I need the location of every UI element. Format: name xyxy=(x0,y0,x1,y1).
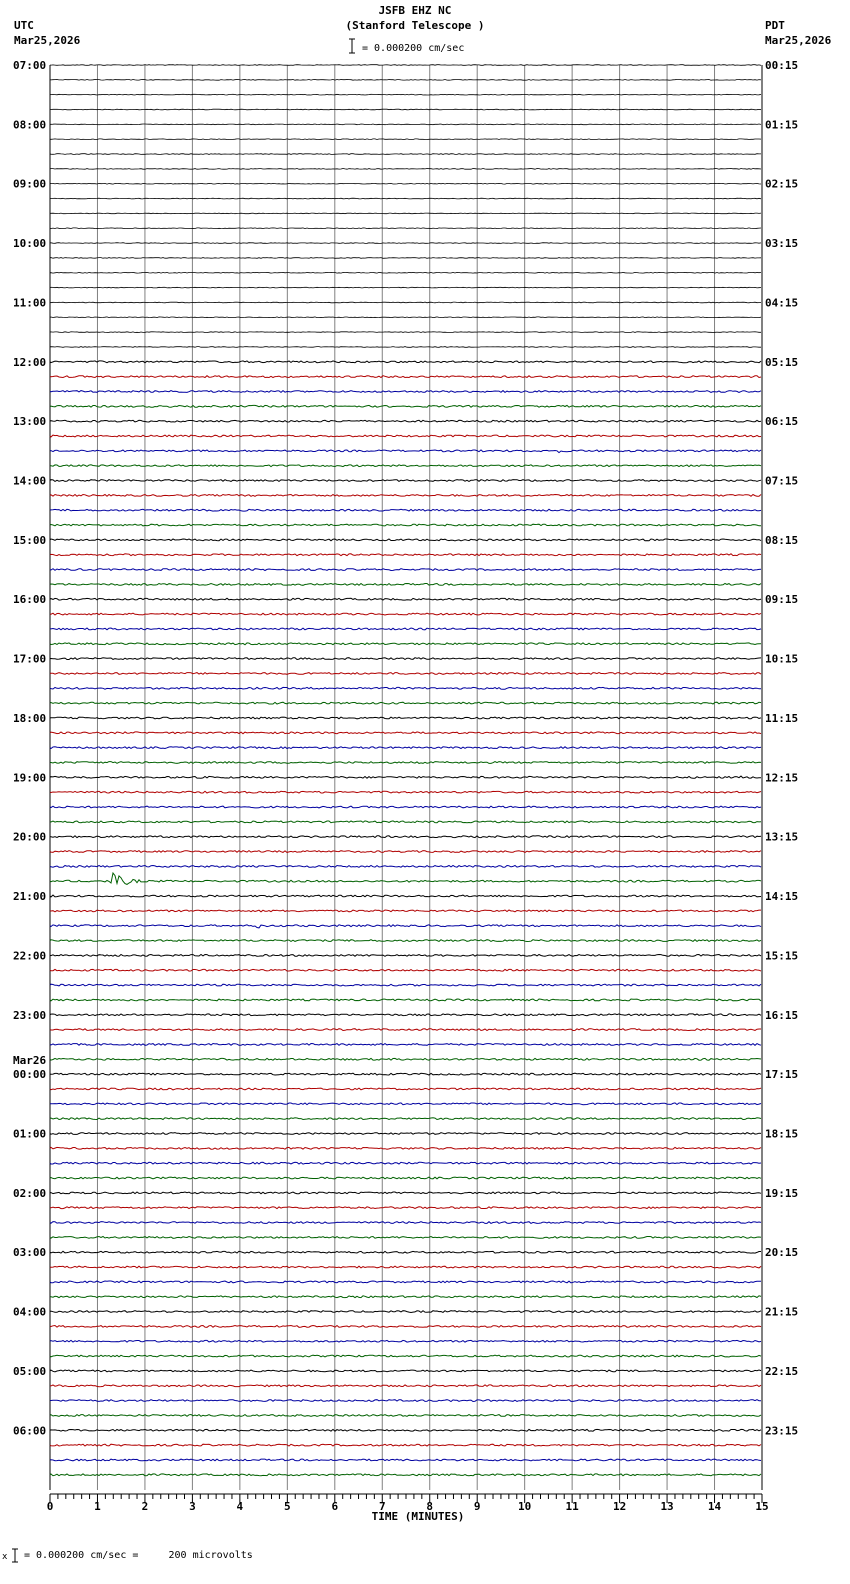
trace-line-75 xyxy=(50,1177,761,1179)
trace-line-9 xyxy=(50,198,761,199)
x-tick-label-0: 0 xyxy=(46,1500,54,1513)
trace-line-87 xyxy=(50,1355,761,1357)
trace-line-46 xyxy=(50,747,761,749)
right-hour-label-8: 08:15 xyxy=(765,533,799,547)
left-date: Mar25,2026 xyxy=(14,34,81,47)
right-hour-label-4: 04:15 xyxy=(765,296,799,310)
trace-line-30 xyxy=(50,509,761,511)
trace-line-55 xyxy=(50,873,761,884)
right-hour-label-3: 03:15 xyxy=(765,237,799,251)
trace-line-61 xyxy=(50,969,761,971)
left-hour-label-4: 11:00 xyxy=(13,296,47,310)
traces xyxy=(50,65,761,1476)
x-tick-label-13: 13 xyxy=(660,1500,674,1513)
x-tick-label-12: 12 xyxy=(612,1500,627,1513)
right-hour-label-21: 21:15 xyxy=(765,1305,799,1319)
left-hour-label-0: 07:00 xyxy=(13,59,47,72)
right-hour-label-2: 02:15 xyxy=(765,177,799,191)
trace-line-19 xyxy=(50,347,761,348)
x-tick-label-10: 10 xyxy=(518,1500,532,1513)
left-hour-label-11: 18:00 xyxy=(13,711,47,725)
right-hour-label-20: 20:15 xyxy=(765,1246,799,1260)
left-hour-label-22: 05:00 xyxy=(13,1364,47,1378)
right-date: Mar25,2026 xyxy=(765,34,832,47)
trace-line-69 xyxy=(50,1088,761,1090)
x-tick-label-1: 1 xyxy=(94,1500,101,1513)
trace-line-21 xyxy=(50,376,761,378)
x-tick-label-14: 14 xyxy=(707,1500,722,1513)
trace-line-4 xyxy=(50,124,761,125)
trace-line-81 xyxy=(50,1266,761,1268)
trace-line-18 xyxy=(50,332,761,333)
trace-line-89 xyxy=(50,1385,761,1387)
trace-line-16 xyxy=(50,302,761,303)
trace-line-78 xyxy=(50,1222,761,1224)
trace-line-95 xyxy=(50,1474,761,1476)
right-hour-label-7: 07:15 xyxy=(765,474,799,488)
trace-line-80 xyxy=(50,1251,761,1253)
trace-line-85 xyxy=(50,1326,761,1328)
trace-line-91 xyxy=(50,1415,761,1417)
trace-line-77 xyxy=(50,1207,761,1209)
trace-line-56 xyxy=(50,895,761,897)
left-hour-label-20: 03:00 xyxy=(13,1246,47,1260)
trace-line-84 xyxy=(50,1311,761,1313)
footer-scale-label: = 0.000200 cm/sec = 200 microvolts xyxy=(24,1550,253,1561)
trace-line-17 xyxy=(50,317,761,318)
footer-scale-prefix: x xyxy=(2,1552,8,1562)
right-hour-label-12: 12:15 xyxy=(765,771,799,785)
right-hour-label-18: 18:15 xyxy=(765,1127,799,1141)
trace-line-52 xyxy=(50,836,761,838)
trace-line-45 xyxy=(50,732,761,734)
trace-line-12 xyxy=(50,243,761,244)
trace-line-47 xyxy=(50,762,761,764)
left-hour-label-21: 04:00 xyxy=(13,1305,47,1319)
trace-line-2 xyxy=(50,94,761,95)
trace-line-72 xyxy=(50,1133,761,1135)
trace-line-8 xyxy=(50,183,761,184)
trace-line-28 xyxy=(50,480,761,482)
left-hour-label-9: 16:00 xyxy=(13,593,47,607)
trace-line-20 xyxy=(50,361,761,363)
left-hour-label-19: 02:00 xyxy=(13,1186,47,1200)
left-hour-labels xyxy=(13,59,46,1437)
station-title: JSFB EHZ NC xyxy=(378,4,452,17)
left-hour-label-8: 15:00 xyxy=(13,533,47,547)
trace-line-10 xyxy=(50,213,761,214)
left-hour-label-17: 00:00 xyxy=(13,1068,47,1082)
right-hour-label-10: 10:15 xyxy=(765,652,799,666)
trace-line-29 xyxy=(50,495,761,497)
trace-line-38 xyxy=(50,628,761,630)
trace-line-22 xyxy=(50,391,761,393)
trace-line-50 xyxy=(50,806,761,808)
trace-line-73 xyxy=(50,1147,761,1149)
right-hour-label-17: 17:15 xyxy=(765,1068,799,1082)
right-hour-label-1: 01:15 xyxy=(765,118,799,132)
trace-line-58 xyxy=(50,925,761,928)
left-hour-label-10: 17:00 xyxy=(13,652,47,666)
right-hour-label-15: 15:15 xyxy=(765,949,799,963)
right-hour-label-19: 19:15 xyxy=(765,1186,799,1200)
trace-line-15 xyxy=(50,287,761,288)
right-hour-label-13: 13:15 xyxy=(765,830,799,844)
left-hour-label-15: 22:00 xyxy=(13,949,47,963)
trace-line-92 xyxy=(50,1429,761,1431)
trace-line-67 xyxy=(50,1058,761,1060)
trace-line-49 xyxy=(50,791,761,793)
left-hour-label-12: 19:00 xyxy=(13,771,47,785)
x-tick-label-11: 11 xyxy=(565,1500,579,1513)
trace-line-93 xyxy=(50,1444,761,1446)
left-timezone: UTC xyxy=(14,19,34,32)
trace-line-68 xyxy=(50,1073,761,1075)
trace-line-23 xyxy=(50,405,761,407)
trace-line-53 xyxy=(50,851,761,853)
left-hour-label-2: 09:00 xyxy=(13,177,47,191)
right-hour-label-11: 11:15 xyxy=(765,711,799,725)
right-hour-label-22: 22:15 xyxy=(765,1364,799,1378)
left-hour-label-5: 12:00 xyxy=(13,355,47,369)
trace-line-31 xyxy=(50,524,761,526)
trace-line-59 xyxy=(50,940,761,942)
left-date-label: Mar26 xyxy=(13,1054,47,1068)
trace-line-63 xyxy=(50,999,761,1001)
right-hour-label-5: 05:15 xyxy=(765,355,799,369)
left-hour-label-3: 10:00 xyxy=(13,237,47,251)
scale-label: = 0.000200 cm/sec xyxy=(362,43,465,54)
trace-line-1 xyxy=(50,80,761,81)
x-tick-label-9: 9 xyxy=(473,1500,481,1513)
scale-bar-icon xyxy=(349,39,355,53)
trace-line-24 xyxy=(50,420,761,422)
trace-line-76 xyxy=(50,1192,761,1194)
x-tick-label-5: 5 xyxy=(284,1500,291,1513)
x-tick-label-6: 6 xyxy=(331,1500,339,1513)
x-tick-label-7: 7 xyxy=(378,1500,386,1513)
right-hour-label-23: 23:15 xyxy=(765,1424,799,1438)
trace-line-39 xyxy=(50,643,761,645)
left-hour-label-7: 14:00 xyxy=(13,474,47,488)
right-hour-label-14: 14:15 xyxy=(765,890,799,904)
trace-line-43 xyxy=(50,702,761,704)
trace-line-27 xyxy=(50,465,761,467)
trace-line-57 xyxy=(50,910,761,912)
trace-line-94 xyxy=(50,1459,761,1461)
left-hour-label-1: 08:00 xyxy=(13,118,47,132)
x-tick-label-8: 8 xyxy=(426,1500,434,1513)
right-hour-label-16: 16:15 xyxy=(765,1008,799,1022)
x-tick-label-15: 15 xyxy=(755,1500,769,1513)
trace-line-83 xyxy=(50,1296,761,1298)
trace-line-26 xyxy=(50,450,761,453)
trace-line-35 xyxy=(50,584,761,586)
trace-line-33 xyxy=(50,554,761,556)
trace-line-5 xyxy=(50,139,761,140)
trace-line-70 xyxy=(50,1103,761,1105)
trace-line-86 xyxy=(50,1340,761,1342)
x-tick-label-2: 2 xyxy=(141,1500,149,1513)
trace-line-6 xyxy=(50,154,761,155)
trace-line-60 xyxy=(50,955,761,957)
right-hour-label-9: 09:15 xyxy=(765,593,799,607)
left-hour-label-16: 23:00 xyxy=(13,1008,47,1022)
trace-line-44 xyxy=(50,717,761,719)
x-axis-label: TIME (MINUTES) xyxy=(371,1510,465,1523)
trace-line-3 xyxy=(50,109,761,110)
right-hour-label-6: 06:15 xyxy=(765,415,799,429)
trace-line-51 xyxy=(50,821,761,823)
right-timezone: PDT xyxy=(765,19,785,32)
left-hour-label-13: 20:00 xyxy=(13,830,47,844)
right-hour-labels xyxy=(765,59,798,1437)
trace-line-48 xyxy=(50,776,761,778)
left-hour-label-14: 21:00 xyxy=(13,890,47,904)
left-hour-label-18: 01:00 xyxy=(13,1127,47,1141)
trace-line-88 xyxy=(50,1370,761,1372)
trace-line-0 xyxy=(50,65,761,66)
right-hour-label-0: 00:15 xyxy=(765,59,799,72)
trace-line-71 xyxy=(50,1118,761,1120)
left-hour-label-23: 06:00 xyxy=(13,1424,47,1438)
x-tick-label-4: 4 xyxy=(236,1500,244,1513)
trace-line-11 xyxy=(50,228,761,229)
trace-line-54 xyxy=(50,866,761,868)
trace-line-82 xyxy=(50,1281,761,1283)
trace-line-32 xyxy=(50,539,761,541)
trace-line-36 xyxy=(50,598,761,600)
trace-line-34 xyxy=(50,569,761,571)
site-subtitle: (Stanford Telescope ) xyxy=(345,19,485,32)
trace-line-41 xyxy=(50,673,761,675)
trace-line-40 xyxy=(50,658,761,660)
trace-line-66 xyxy=(50,1044,761,1046)
trace-line-64 xyxy=(50,1014,761,1016)
trace-line-79 xyxy=(50,1237,761,1239)
trace-line-14 xyxy=(50,272,761,273)
trace-line-42 xyxy=(50,687,761,689)
footer-scale-bar-icon xyxy=(12,1549,18,1562)
trace-line-62 xyxy=(50,984,761,986)
trace-line-13 xyxy=(50,258,761,259)
trace-line-74 xyxy=(50,1162,761,1164)
x-tick-label-3: 3 xyxy=(189,1500,196,1513)
left-hour-label-6: 13:00 xyxy=(13,415,47,429)
trace-line-7 xyxy=(50,169,761,170)
trace-line-65 xyxy=(50,1029,761,1031)
trace-line-90 xyxy=(50,1400,761,1402)
trace-line-37 xyxy=(50,613,761,615)
trace-line-25 xyxy=(50,435,761,437)
